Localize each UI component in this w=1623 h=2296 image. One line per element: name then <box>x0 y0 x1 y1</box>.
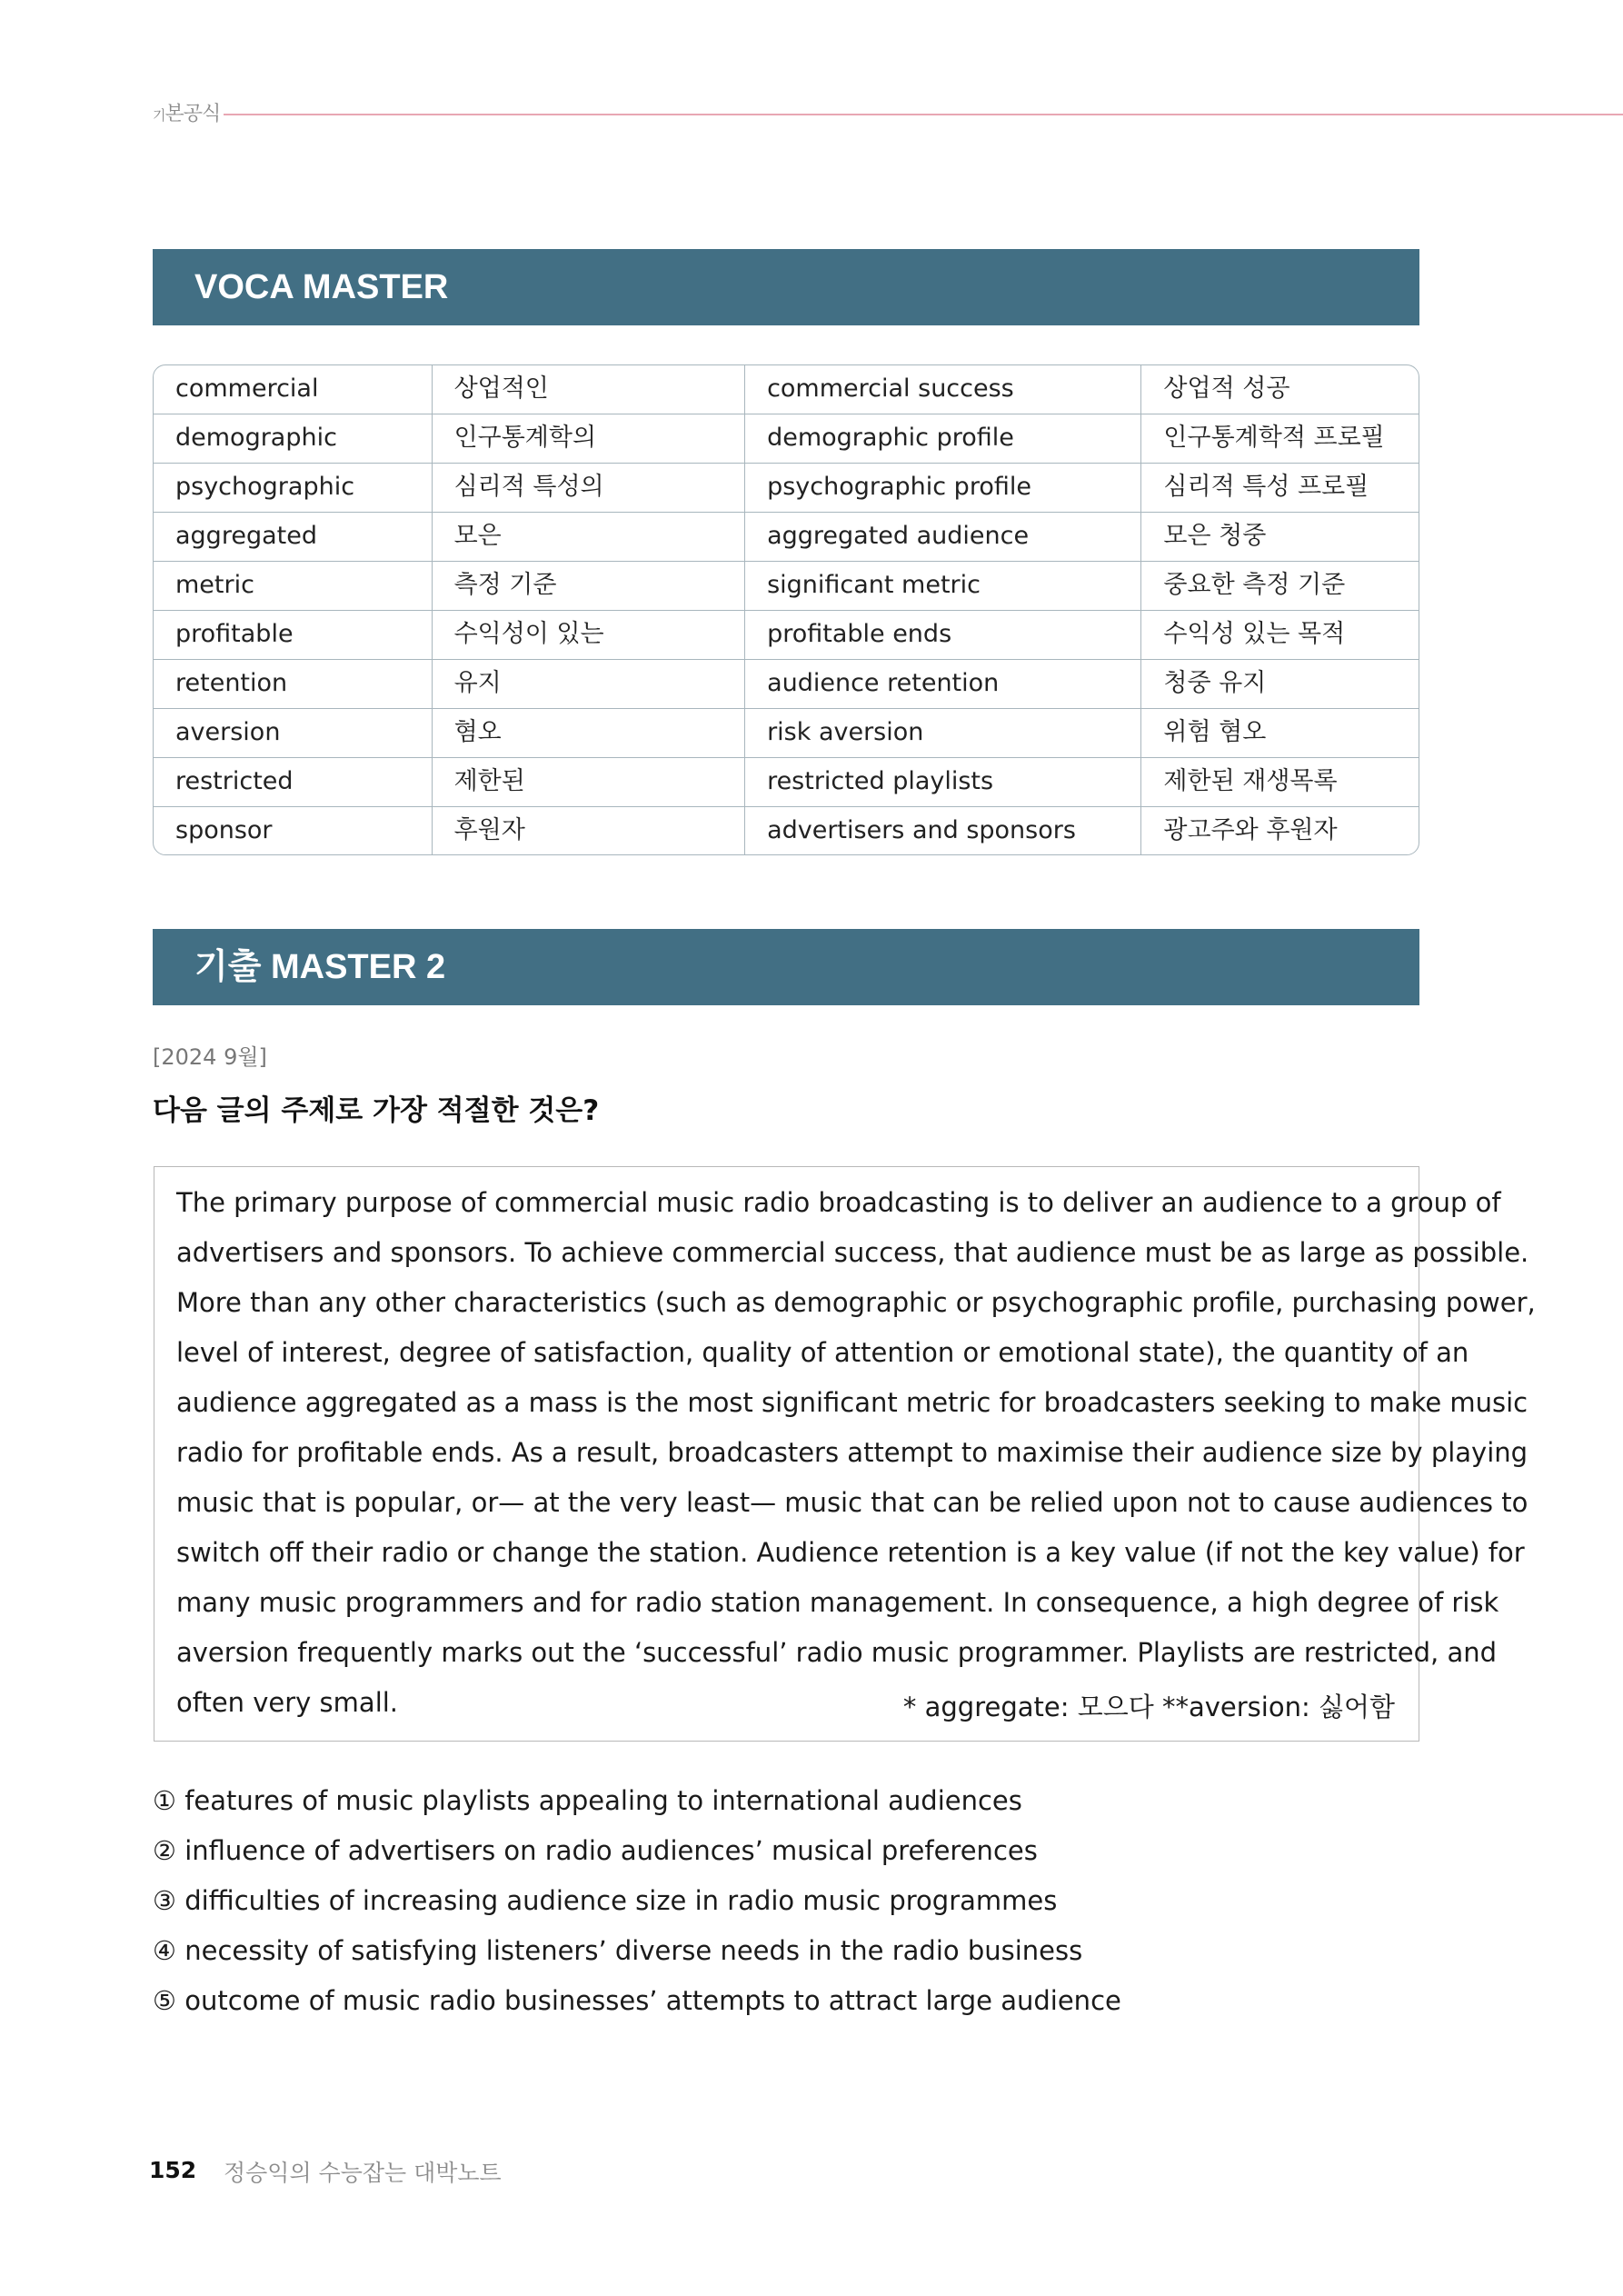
vocab-meaning: 후원자 <box>433 807 746 855</box>
vocab-phrase: profitable ends <box>745 611 1141 659</box>
vocab-phrase: significant metric <box>745 562 1141 610</box>
vocab-meaning: 제한된 <box>433 758 746 806</box>
vocab-word: restricted <box>154 758 433 806</box>
vocab-table <box>153 364 1419 855</box>
table-row <box>154 414 1419 464</box>
page-number: 152 <box>149 2157 197 2183</box>
vocab-word: psychographic <box>154 464 433 512</box>
footnote: * aggregate: 모으다 **aversion: 싫어함 <box>902 1692 1395 1722</box>
vocab-phrase-meaning: 수익성 있는 목적 <box>1163 620 1346 648</box>
table-row <box>154 660 1419 709</box>
vocab-phrase: demographic profile <box>745 414 1141 463</box>
vocab-word: commercial <box>154 365 433 414</box>
vocab-meaning: 수익성이 있는 <box>433 611 746 659</box>
passage-line: More than any other characteristics (such as demographic or psychographic profile, purchasing power, <box>176 1287 1536 1318</box>
passage-line: audience aggregated as a mass is the most significant metric for broadcasters seeking to make music <box>176 1387 1528 1418</box>
vocab-word: profitable <box>154 611 433 659</box>
table-row <box>154 709 1419 758</box>
answer-choice-5[interactable]: ⑤ outcome of music radio businesses’ attempts to attract large audience <box>153 1985 1121 2016</box>
vocab-meaning: 측정 기준 <box>433 562 746 610</box>
vocab-phrase: commercial success <box>745 365 1141 414</box>
passage-line: switch off their radio or change the station. Audience retention is a key value (if not the key value) for <box>176 1537 1525 1568</box>
vocab-phrase-meaning: 청중 유지 <box>1163 669 1267 697</box>
running-head-prefix: 기 <box>153 107 165 124</box>
answer-choice-2[interactable]: ② influence of advertisers on radio audiences’ musical preferences <box>153 1835 1038 1866</box>
vocab-meaning: 인구통계학의 <box>433 414 746 463</box>
table-row <box>154 611 1419 660</box>
table-row <box>154 464 1419 513</box>
running-head-text: 본공식 <box>164 103 221 125</box>
vocab-phrase: audience retention <box>745 660 1141 708</box>
vocab-phrase-meaning: 심리적 특성 프로필 <box>1163 473 1369 501</box>
vocab-word: aggregated <box>154 513 433 561</box>
vocab-meaning: 심리적 특성의 <box>433 464 746 512</box>
vocab-meaning: 혐오 <box>433 709 746 757</box>
table-row <box>154 807 1419 855</box>
voca-master-banner: VOCA MASTER <box>153 249 1419 325</box>
vocab-phrase: aggregated audience <box>745 513 1141 561</box>
vocab-phrase-meaning: 인구통계학적 프로필 <box>1163 424 1385 452</box>
vocab-word: retention <box>154 660 433 708</box>
table-row <box>154 758 1419 807</box>
table-row <box>154 562 1419 611</box>
question-prompt: 다음 글의 주제로 가장 적절한 것은? <box>153 1094 600 1127</box>
vocab-phrase: psychographic profile <box>745 464 1141 512</box>
vocab-phrase-meaning: 중요한 측정 기준 <box>1163 571 1346 599</box>
passage-line: The primary purpose of commercial music radio broadcasting is to deliver an audience to a group of <box>176 1187 1501 1218</box>
passage-line: many music programmers and for radio station management. In consequence, a high degree of risk <box>176 1587 1499 1618</box>
answer-choice-1[interactable]: ① features of music playlists appealing to international audiences <box>153 1785 1022 1816</box>
vocab-phrase: restricted playlists <box>745 758 1141 806</box>
vocab-phrase: advertisers and sponsors <box>745 807 1141 855</box>
vocab-meaning: 상업적인 <box>433 365 746 414</box>
passage-line: often very small. <box>176 1687 399 1718</box>
exam-year-label: [2024 9월] <box>153 1044 267 1070</box>
vocab-word: aversion <box>154 709 433 757</box>
table-row <box>154 513 1419 562</box>
vocab-phrase-meaning: 상업적 성공 <box>1163 374 1290 403</box>
vocab-phrase-meaning: 제한된 재생목록 <box>1163 767 1338 795</box>
vocab-phrase-meaning: 모은 청중 <box>1163 522 1267 550</box>
answer-choice-3[interactable]: ③ difficulties of increasing audience size in radio music programmes <box>153 1885 1058 1916</box>
vocab-meaning: 유지 <box>433 660 746 708</box>
vocab-phrase: risk aversion <box>745 709 1141 757</box>
passage-line: radio for profitable ends. As a result, broadcasters attempt to maximise their audience size by playing <box>176 1437 1528 1468</box>
passage-line: music that is popular, or— at the very least— music that can be relied upon not to cause audiences to <box>176 1487 1528 1518</box>
passage-line: advertisers and sponsors. To achieve commercial success, that audience must be as large as possible. <box>176 1237 1529 1268</box>
vocab-word: sponsor <box>154 807 433 855</box>
vocab-word: demographic <box>154 414 433 463</box>
table-row <box>154 365 1419 414</box>
passage-line: level of interest, degree of satisfaction, quality of attention or emotional state), the quantity of an <box>176 1337 1469 1368</box>
vocab-phrase-meaning: 위험 혐오 <box>1163 718 1267 746</box>
answer-choice-4[interactable]: ④ necessity of satisfying listeners’ diverse needs in the radio business <box>153 1935 1083 1966</box>
vocab-word: metric <box>154 562 433 610</box>
running-head <box>153 98 220 126</box>
vocab-meaning: 모은 <box>433 513 746 561</box>
passage-line: aversion frequently marks out the ‘successful’ radio music programmer. Playlists are restricted, and <box>176 1637 1498 1668</box>
passage-box <box>154 1166 1536 1742</box>
gichul-master-banner: 기출 MASTER 2 <box>153 929 1419 1005</box>
header-rule <box>224 114 1623 115</box>
book-title: 정승익의 수능잡는 대박노트 <box>224 2160 502 2186</box>
vocab-phrase-meaning: 광고주와 후원자 <box>1163 816 1338 844</box>
